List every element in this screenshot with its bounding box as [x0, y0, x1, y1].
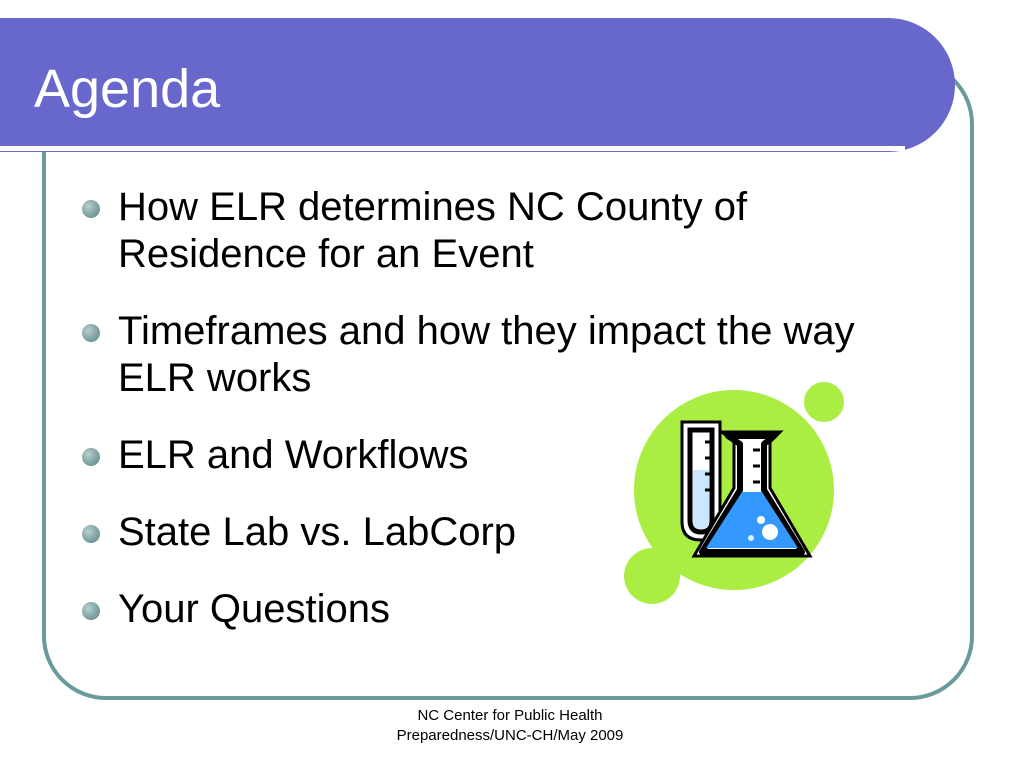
clipart-circle-small	[804, 382, 844, 422]
slide-title: Agenda	[34, 59, 221, 119]
footer-line: NC Center for Public Health	[417, 707, 603, 724]
slide-footer	[340, 706, 680, 746]
agenda-item-text: How ELR determines NC County of Residence for an Event	[118, 185, 748, 276]
agenda-item-text: State Lab vs. LabCorp	[118, 510, 517, 554]
agenda-item-text: Timeframes and how they impact the way ELR works	[118, 309, 855, 400]
bullet-icon	[82, 525, 100, 543]
bullet-icon	[82, 602, 100, 620]
title-bar	[0, 18, 955, 152]
title-underline	[0, 146, 905, 151]
lab-glassware-icon	[612, 380, 852, 610]
agenda-item-text: ELR and Workflows	[118, 433, 469, 477]
footer-line: Preparedness/UNC-CH/May 2009	[396, 727, 624, 744]
bullet-icon	[82, 448, 100, 466]
agenda-item	[80, 184, 880, 278]
clipart-circle-medium	[624, 548, 680, 604]
agenda-item-text: Your Questions	[118, 587, 391, 631]
bullet-icon	[82, 200, 100, 218]
bullet-icon	[82, 324, 100, 342]
